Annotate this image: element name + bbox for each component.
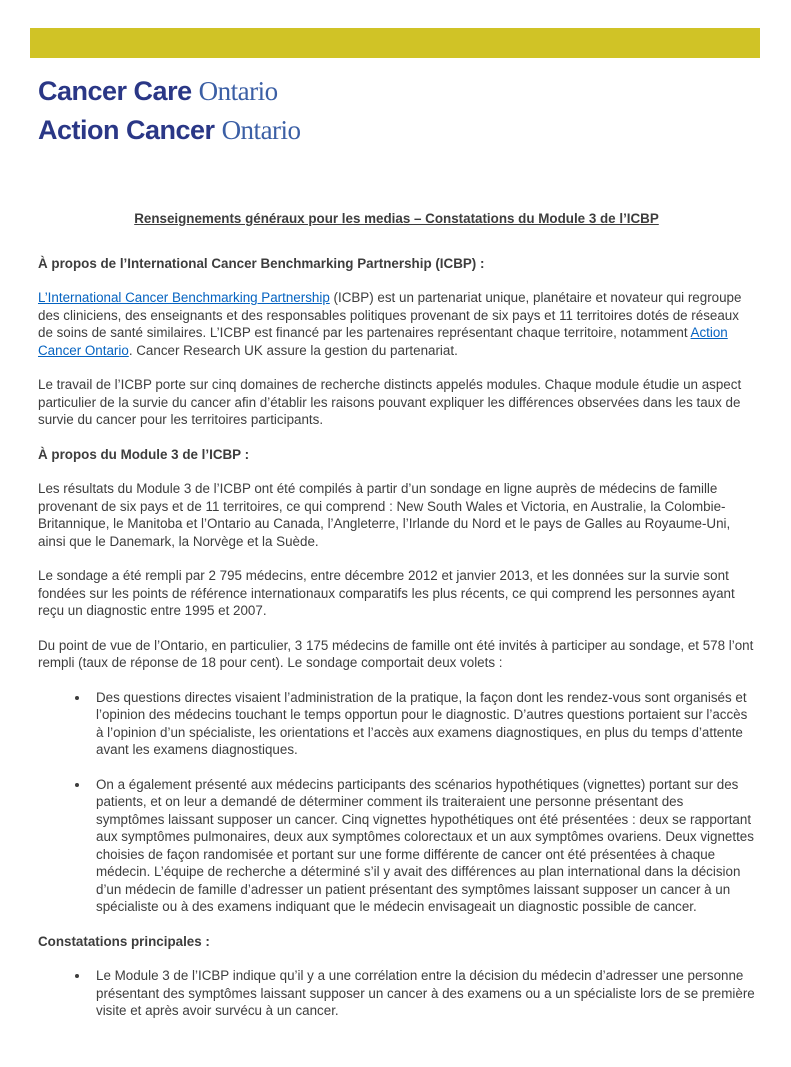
logo-french-bold-text: Action Cancer: [38, 115, 215, 145]
logo-french-serif-text: Ontario: [221, 115, 301, 145]
list-item-vignettes: • On a également présenté aux médecins participants des scénarios hypothétiques (vignettes) portant sur des patients, et on leur a demandé de déterminer comment ils traiteraient une personne présentant des symptômes laissant supposer un cancer. Cinq vignettes hypothétiques ont été présentées : deux se rapportant aux symptômes pulmonaires, deux aux symptômes colorectaux et un aux symptômes ovariens. Deux vignettes choisies de façon randomisée et portant sur une forme différente de cancer ont été présentées à chaque médecin. L’équipe de recherche a déterminé s’il y avait des différences au plan international dans la décision d’un médecin de famille d’adresser un patient présentant des symptômes laissant supposer un cancer à un spécialiste ou à des examens indiquant que le médecin envisageait un diagnostic possible de cancer.: [90, 776, 755, 916]
section-heading-module-3: À propos du Module 3 de l’ICBP :: [38, 446, 250, 462]
paragraph-icbp-intro: [38, 289, 755, 359]
cancer-care-ontario-logo: [38, 72, 755, 150]
list-item-direct-questions: • Des questions directes visaient l’administration de la pratique, la façon dont les rendez-vous sont organisés et l’opinion des médecins touchant le temps opportun pour le diagnostic. D’autres questions portaient sur l’accès à l’opinion d’un spécialiste, les orientations et l’accès aux examens diagnostiques, en plus du temps d’attente avant les examens diagnostiques.: [90, 689, 755, 759]
paragraph-module3-results: Les résultats du Module 3 de l’ICBP ont été compilés à partir d’un sondage en ligne auprès de médecins de famille provenant de six pays et de 11 territoires, ce qui comprend : New South Wales et Victoria, en Australie, la Colombie-Britannique, le Manitoba et l’Ontario au Canada, l’Angleterre, l’Irlande du Nord et le pays de Galles au Royaume-Uni, ainsi que le Danemark, la Norvège et la Suède.: [38, 481, 731, 549]
list-item-finding-correlation: • Le Module 3 de l’ICBP indique qu’il y a une corrélation entre la décision du médecin d’adresser une personne présentant des symptômes laissant supposer un cancer à des examens ou a un spécialiste lors de se première visite et après avoir survécu à un cancer.: [90, 967, 755, 1020]
document-content: [0, 72, 791, 1067]
logo-line-french: [38, 111, 755, 150]
paragraph-survey-completion: Le sondage a été rempli par 2 795 médecins, entre décembre 2012 et janvier 2013, et les données sur la survie sont fondées sur les points de référence internationaux comparatifs les plus récents, ce qui comprend les personnes ayant reçu un diagnostic entre 1995 et 2007.: [38, 568, 735, 618]
action-cancer-ontario-link[interactable]: Action Cancer Ontario: [38, 325, 728, 358]
icbp-partnership-link[interactable]: L’International Cancer Benchmarking Partnership: [38, 290, 330, 305]
header-accent-bar: [30, 28, 760, 58]
section-heading-key-findings: Constatations principales :: [38, 933, 210, 949]
document-title: Renseignements généraux pour les medias – Constatations du Module 3 de l’ICBP: [134, 211, 659, 226]
paragraph-icbp-modules: Le travail de l’ICBP porte sur cinq domaines de recherche distincts appelés modules. Chaque module étudie un aspect particulier de la survie du cancer afin d’établir les raisons pouvant expliquer les différences observées dans les taux de survie du cancer pour les territoires participants.: [38, 377, 742, 427]
logo-english-bold-text: Cancer Care: [38, 76, 192, 106]
paragraph-icbp-intro-text-1: (ICBP) est un partenariat unique, planétaire et novateur qui regroupe des cliniciens, des enseignants et des responsables politiques provenant de six pays et 11 territoires dotés de réseaux de soins de santé similaires. L’ICBP est financé par les partenaires représentant chaque territoire, notamment: [38, 290, 742, 340]
logo-english-serif-text: Ontario: [198, 76, 278, 106]
logo-line-english: [38, 72, 755, 111]
paragraph-icbp-intro-text-2: . Cancer Research UK assure la gestion du partenariat.: [128, 342, 458, 358]
survey-components-list: [38, 689, 755, 916]
key-findings-list: [38, 967, 755, 1020]
section-heading-about-icbp: À propos de l’International Cancer Benchmarking Partnership (ICBP) :: [38, 255, 485, 271]
paragraph-ontario-participation: Du point de vue de l’Ontario, en particulier, 3 175 médecins de famille ont été invités à participer au sondage, et 578 l’ont rempli (taux de réponse de 18 pour cent). Le sondage comportait deux volets :: [38, 637, 754, 670]
